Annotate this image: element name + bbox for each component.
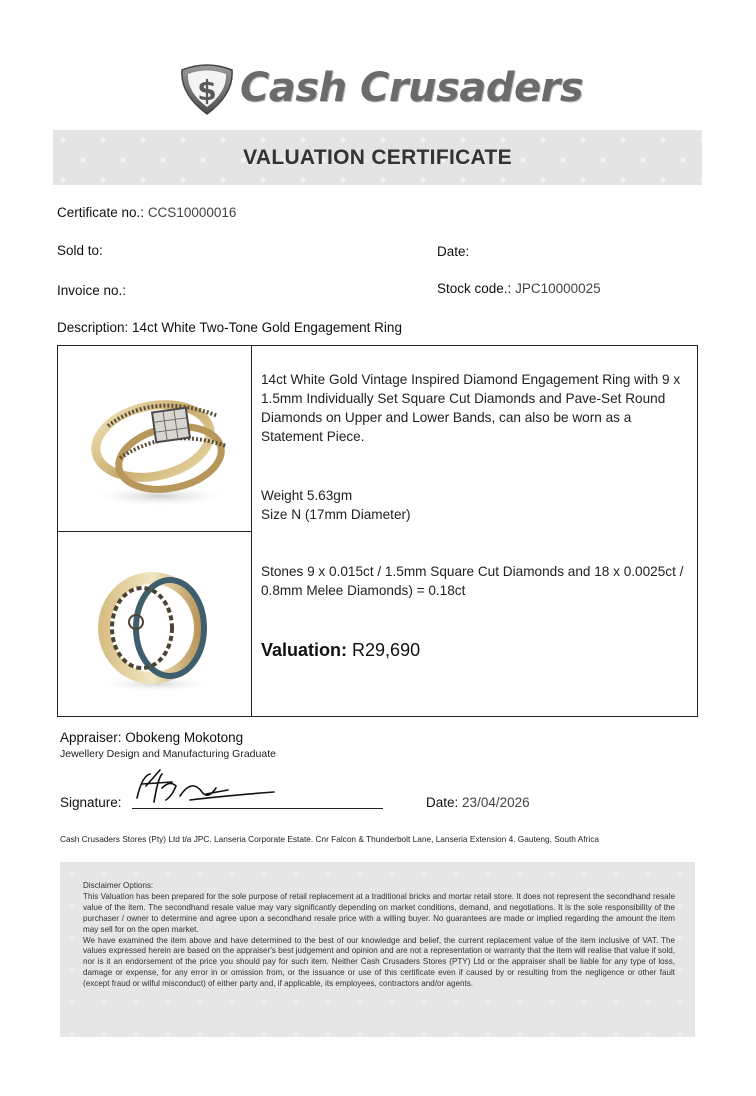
- title-banner: [53, 130, 702, 185]
- ring-photo-front: [58, 346, 251, 531]
- description-label: Description:: [57, 320, 129, 335]
- valuation-amount: R29,690: [352, 640, 421, 660]
- disclaimer-paragraph: We have examined the item above and have determined to the best of our knowledge and belief, the current replacement value of the item inclusive of VAT. The values expressed herein are based on the appraiser's best judgement and opinion and are not a representation or warranty that the item will realise that value if sold, nor is it an endorsement of the price you should pay for such item. Neither Cash Crusaders Stores (PTY) Ltd or the appraiser shall be liable for any type of loss, damage or expense, for any error in or omission from, or the issuance or use of this certificate even if caused by or resulting from the negligence or other fault (except fraud or wilful misconduct) of either party and, if applicable, its employees, contractors and/or agents.: [83, 935, 675, 989]
- certificate-label: Certificate no.:: [57, 205, 145, 220]
- divider: [251, 346, 252, 716]
- company-address: Cash Crusaders Stores (Pty) Ltd t/a JPC. Lanseria Corporate Estate. Cnr Falcon & Thunderbolt Lane, Lanseria Extension 4. Gauteng, South Africa: [60, 834, 599, 844]
- brand-logo: [176, 58, 583, 118]
- sold-to-label: Sold to:: [57, 243, 103, 258]
- appraisal-date-label: Date:: [426, 795, 459, 810]
- certificate-number: [57, 205, 236, 220]
- disclaimer-box: [60, 862, 695, 1037]
- brand-name: Cash Crusaders: [240, 65, 584, 111]
- item-weight: Weight 5.63gm: [261, 488, 353, 503]
- description-value: 14ct White Two-Tone Gold Engagement Ring: [132, 320, 402, 335]
- item-size: Size N (17mm Diameter): [261, 507, 411, 522]
- svg-text:$: $: [197, 74, 217, 107]
- appraiser: [60, 730, 243, 745]
- date-label: Date:: [437, 244, 470, 259]
- appraiser-title: Jewellery Design and Manufacturing Graduate: [60, 748, 276, 760]
- item-stones: Stones 9 x 0.015ct / 1.5mm Square Cut Diamonds and 18 x 0.0025ct / 0.8mm Melee Diamonds) = 0.18ct: [261, 564, 684, 598]
- appraisal-date: [426, 795, 530, 810]
- disclaimer-heading: Disclaimer Options:: [83, 881, 154, 890]
- certificate-value: CCS10000016: [147, 205, 237, 220]
- document-title: VALUATION CERTIFICATE: [243, 145, 512, 169]
- signature-line: [132, 808, 383, 809]
- item-details-box: [57, 345, 698, 717]
- stock-value: JPC10000025: [515, 281, 601, 296]
- stock-code: [437, 281, 601, 296]
- item-description: 14ct White Gold Vintage Inspired Diamond Engagement Ring with 9 x 1.5mm Individually Set Square Cut Diamonds and Pave-Set Round Diamonds on Upper and Lower Bands, can also be worn as a Statement Piece.: [261, 372, 681, 444]
- appraiser-label: Appraiser:: [60, 730, 122, 745]
- disclaimer-text: [83, 881, 675, 990]
- signature-label: Signature:: [60, 795, 122, 810]
- appraisal-date-value: 23/04/2026: [462, 795, 530, 810]
- ring-photo-side: [58, 532, 251, 716]
- disclaimer-paragraph: This Valuation has been prepared for the sole purpose of retail replacement at a traditional bricks and mortar retail store. It does not represent the secondhand resale value of the item. The secondhand resale value may vary significantly depending on market conditions, demand, and negotiations. It is the sole responsibility of the purchaser / owner to determine and agree upon a secondhand resale price with a willing buyer. No guarantees are made or implied regarding the amount the item may sell for on the open market.: [83, 891, 675, 934]
- valuation: [261, 640, 420, 661]
- appraiser-name: Obokeng Mokotong: [125, 730, 244, 745]
- dollar-shield-icon: [176, 60, 238, 116]
- stock-label: Stock code.:: [437, 281, 512, 296]
- signature-image: [132, 766, 282, 808]
- valuation-label: Valuation:: [261, 640, 348, 660]
- description: [57, 320, 402, 335]
- invoice-label: Invoice no.:: [57, 283, 127, 298]
